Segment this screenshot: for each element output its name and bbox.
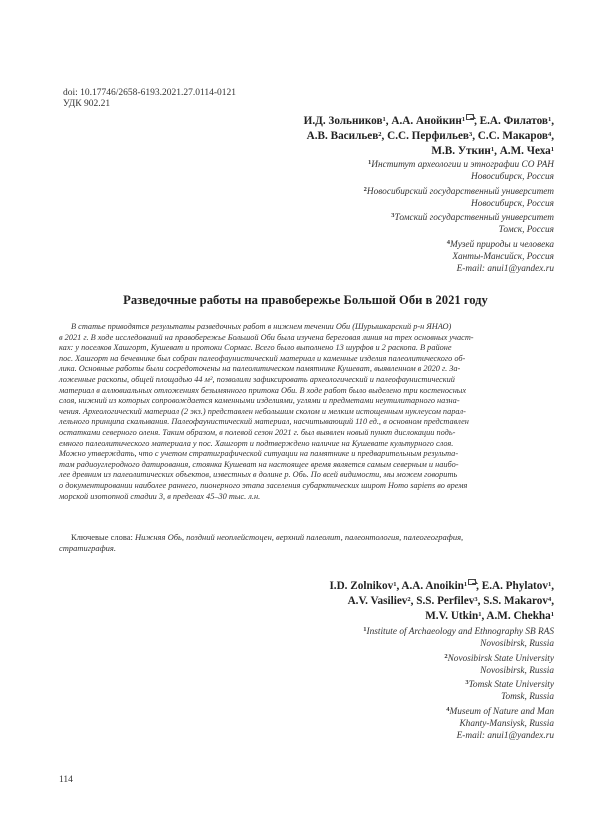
affiliation-name (364, 237, 554, 251)
abstract-line: материал в аллювиальных отложениях безымянного притока Оби. В ходе работ было выделено три костеносных (59, 385, 467, 395)
author-name: , A.A. Anoikin (396, 580, 464, 592)
author-name: A.V. Vasiliev (347, 595, 408, 608)
article-title: Разведочные работы на правобережье Большой Оби в 2021 году (123, 293, 488, 307)
affiliation-sup: 1 (363, 626, 367, 633)
author-name: М.В. Уткин (431, 145, 491, 158)
affiliation-org: Novosibirsk State University (447, 653, 554, 664)
authors-en-line-1 (329, 578, 554, 593)
author-name: , E.A. Phylatov (476, 580, 548, 592)
abstract-line: слоя, нижний из которых сопровождается каменными изделиями, углями и предметами неутилитарного назна- (59, 396, 460, 406)
abstract-line: в 2021 г. В ходе исследований на правобережье Большой Оби была изучена береговая линия на трех основных участ- (59, 332, 474, 342)
abstract-line: пос. Хашгорт на бечевнике был собран палеофаунистический материал и каменные изделия палеолитического об- (59, 353, 466, 363)
affiliation-sup: 3 (474, 596, 478, 604)
affiliation-org: Museum of Nature and Man (449, 706, 554, 717)
affiliation-city: Новосибирск, Россия (470, 172, 554, 183)
affiliation-sup: 1 (463, 581, 468, 588)
abstract-line: лельного принципа скалывания. Палеофаунистический материал, насчитывающий 110 ед., в основном представлен (59, 417, 469, 427)
affiliation-city: Ханты-Мансийск, Россия (452, 252, 554, 263)
abstract-line: емного палеолитического материала у пос. Хашгорт и подтверждено наличие на Кушевате культурного слоя. (59, 438, 454, 448)
authors-en-line-2 (329, 593, 554, 608)
abstract-line: ках: у поселков Хашгорт, Кушеват и протоки Сормас. Всего было выполнено 13 шурфов и 2 раскопа. В районе (59, 343, 452, 353)
separator: , (551, 595, 554, 608)
page-number: 114 (59, 775, 73, 785)
affiliation-org: Музей природы и человека (450, 239, 554, 250)
affiliation-sup: 1 (550, 611, 554, 619)
abstract (59, 322, 551, 502)
affiliation-sup: 1 (393, 581, 397, 588)
affiliation-sup: 3 (468, 131, 473, 139)
author-name: , A.M. Chekha (481, 610, 551, 623)
affiliation-org: Томский государственный университет (394, 213, 554, 224)
abstract-line: лика. Основные работы были сосредоточены на палеолитическом памятнике Кушеват, выявленном в 2020 г. За- (59, 364, 461, 374)
doi-text[interactable]: doi: 10.17746/2658-6193.2021.27.0114-0121 (63, 88, 237, 98)
affiliation-sup: 1 (368, 159, 372, 166)
abstract-line: о документировании наиболее раннего, пионерного этапа заселения субарктических широт Homo sapiens во время (59, 480, 468, 490)
affiliation-name (363, 624, 554, 638)
affiliation-city: Новосибирск, Россия (470, 198, 554, 209)
affiliations-en (363, 624, 554, 743)
authors-ru-line-2 (304, 128, 554, 143)
affiliation-city: Novosibirsk, Russia (480, 665, 554, 676)
affiliation-sup: 4 (446, 238, 451, 246)
author-name: , Е.А. Филатов (474, 115, 548, 127)
article-meta (63, 88, 236, 110)
affiliation-sup: 2 (378, 131, 382, 139)
affiliation-name (364, 157, 554, 171)
abstract-line: Можно утверждать, что с учетом стратиграфической ситуации на памятнике и предварительным результа- (59, 449, 459, 459)
abstract-line: морской изотопной стадии 3, в пределах 45–30 тыс. л.н. (59, 491, 261, 501)
author-name: , S.S. Makarov (477, 595, 548, 608)
keywords-label: Ключевые слова: (71, 532, 136, 542)
author-name: M.V. Utkin (425, 610, 479, 623)
separator: , (551, 115, 554, 127)
affiliation-sup: 3 (465, 679, 469, 687)
keywords (59, 532, 551, 554)
envelope-icon (466, 114, 474, 120)
author-name: И.Д. Зольников (303, 115, 383, 127)
affiliation-sup: 4 (446, 705, 450, 713)
separator: , (551, 130, 554, 143)
authors-ru (304, 113, 554, 159)
abstract-line: лее древним из палеолитических объектов, известных в долине р. Обь. По всей видимости, мы можем говорить (59, 470, 458, 480)
affiliation-sup: 2 (407, 596, 411, 604)
affiliation-sup: 1 (382, 116, 386, 123)
affiliation-sup: 1 (547, 581, 552, 588)
email-en[interactable]: E-mail: anui1@yandex.ru (456, 731, 554, 742)
email-ru[interactable]: E-mail: anui1@yandex.ru (456, 264, 554, 275)
abstract-line: В статье приводятся результаты разведочных работ в нижнем течении Оби (Шурышкарский р-н ЯНАО) (71, 322, 452, 331)
authors-en-line-3 (329, 608, 554, 623)
author-name: , С.С. Макаров (472, 130, 548, 143)
envelope-icon (468, 579, 476, 585)
affiliation-sup: 1 (547, 116, 552, 123)
affiliation-sup: 4 (547, 596, 552, 604)
author-name: , А.А. Анойкин (385, 115, 462, 127)
authors-en (329, 578, 554, 624)
affiliation-sup: 1 (550, 146, 554, 154)
affiliations-ru (364, 157, 554, 276)
author-name: I.D. Zolnikov (329, 580, 394, 592)
keywords-line-2: стратиграфия. (59, 542, 116, 553)
affiliation-name (364, 210, 554, 224)
affiliation-name (363, 704, 554, 718)
affiliation-org: Tomsk State University (468, 680, 554, 691)
keywords-text: Нижняя Обь, поздний неоплейстоцен, верхний палеолит, палеонтология, палеогеография, (135, 532, 464, 542)
author-name: , А.М. Чеха (494, 145, 551, 158)
separator: , (551, 580, 554, 592)
affiliation-sup: 2 (444, 652, 448, 660)
author-name: А.В. Васильев (306, 130, 379, 143)
affiliation-sup: 4 (547, 131, 552, 139)
affiliation-org: Институт археологии и этнографии СО РАН (371, 160, 554, 170)
abstract-line: там радиоуглеродного датирования, стоянка Кушеват на настоящее время является самым северным и наибо- (59, 459, 459, 469)
authors-ru-line-1 (304, 113, 554, 128)
affiliation-sup: 1 (490, 146, 495, 154)
affiliation-city: Novosibirsk, Russia (480, 639, 554, 650)
abstract-line: ложенные раскопы, общей площадью 44 м², позволили зафиксировать археологический и палеофаунистический (59, 374, 455, 384)
affiliation-sup: 1 (478, 611, 482, 619)
author-name: , С.С. Перфильев (381, 130, 469, 143)
author-name: , S.S. Perfilev (410, 595, 475, 608)
affiliation-name (364, 184, 554, 198)
keywords-line-1 (59, 532, 551, 543)
abstract-line: чения. Археологический материал (2 экз.) представлен небольшим сколом и мелким истощенным нуклеусом парал- (59, 406, 466, 416)
affiliation-org: Institute of Archaeology and Ethnography SB RAS (366, 627, 554, 637)
affiliation-sup: 2 (363, 185, 367, 193)
affiliation-city: Khanty-Mansiysk, Russia (459, 719, 554, 730)
abstract-line: остатками северного оленя. Таким образом, в полевой сезон 2021 г. был выявлен новый пункт дислокации подь- (59, 427, 456, 437)
affiliation-name (363, 677, 554, 691)
affiliation-name (363, 651, 554, 665)
affiliation-sup: 1 (461, 116, 466, 123)
affiliation-city: Tomsk, Russia (501, 692, 554, 703)
affiliation-org: Новосибирский государственный университет (366, 186, 554, 197)
affiliation-city: Томск, Россия (498, 225, 554, 236)
udk-text: УДК 902.21 (63, 99, 111, 109)
affiliation-sup: 3 (391, 212, 395, 220)
